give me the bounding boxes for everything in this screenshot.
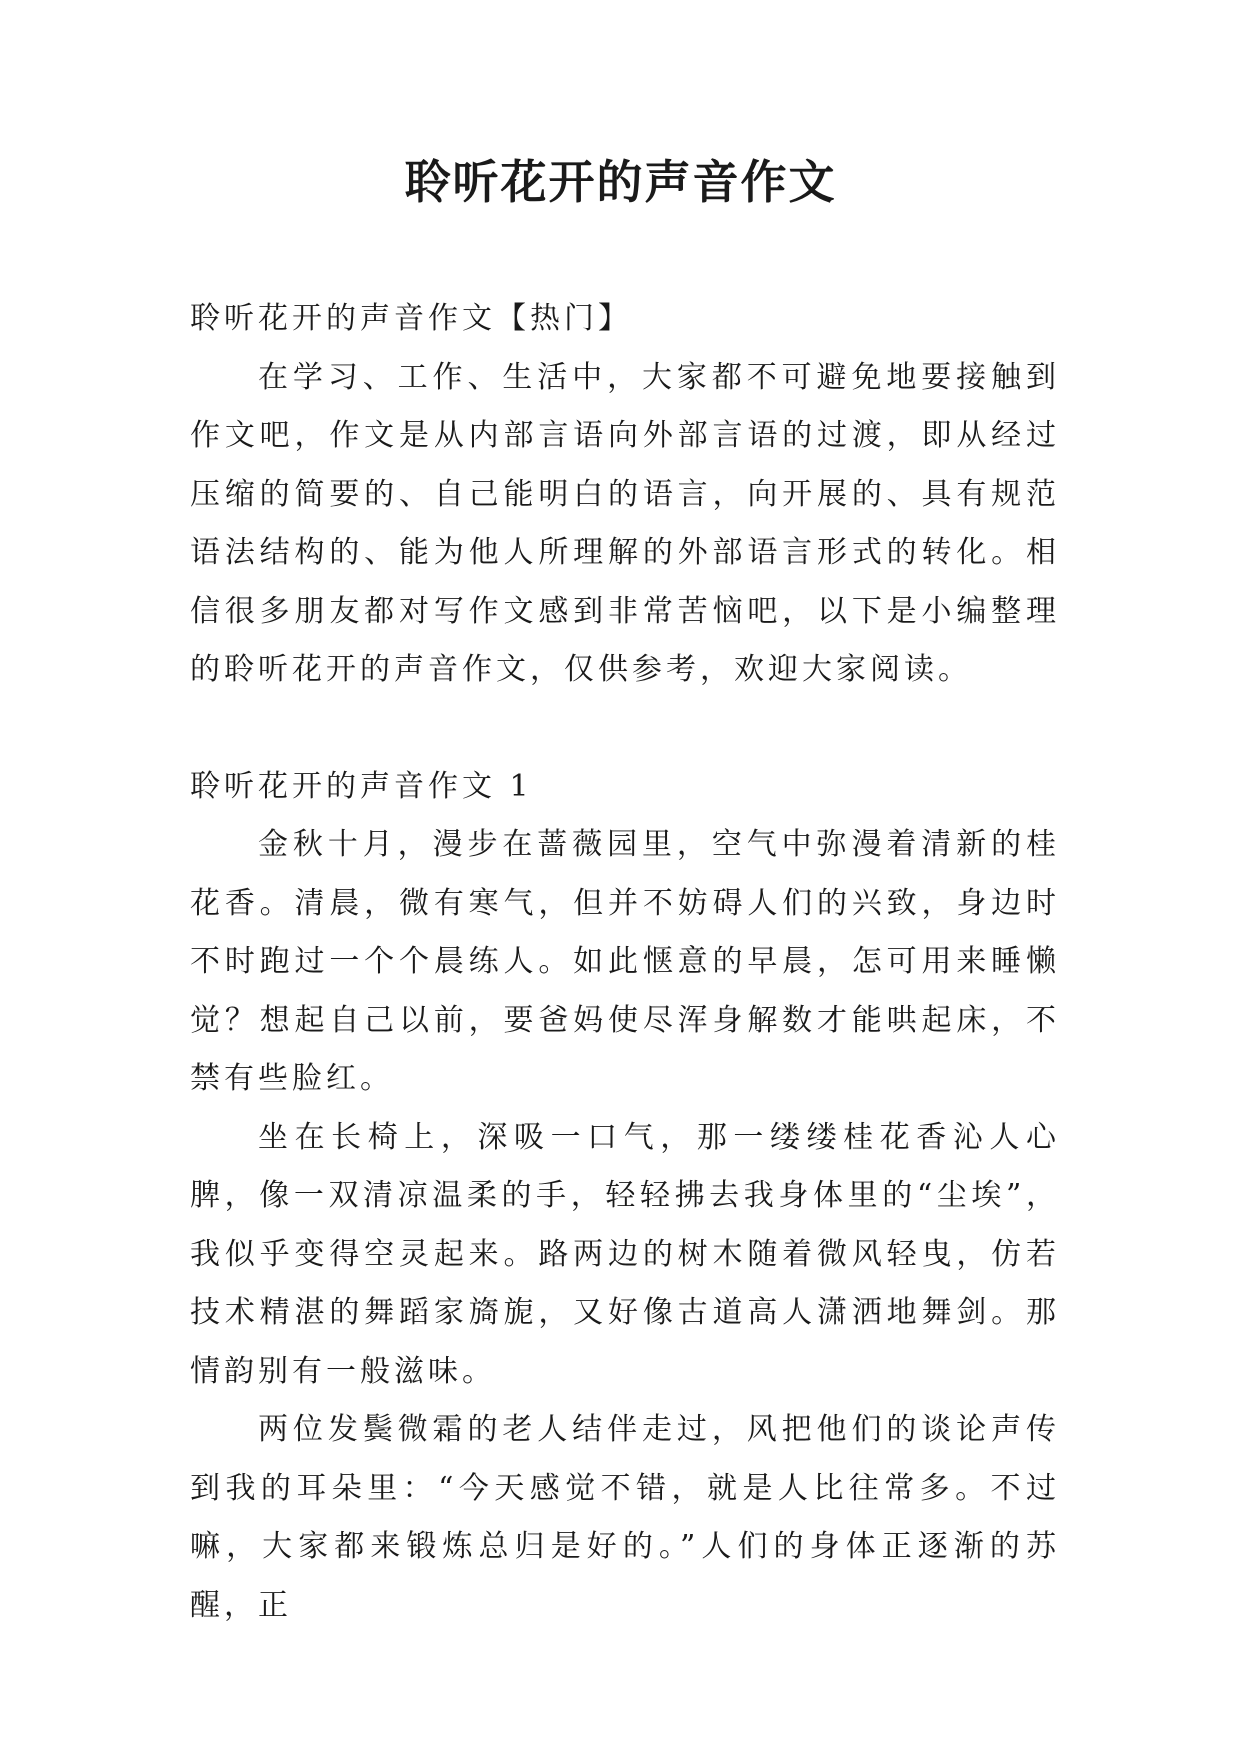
document-subtitle: 聆听花开的声音作文【热门】 <box>190 301 632 336</box>
body-paragraph: 金秋十月，漫步在蔷薇园里，空气中弥漫着清新的桂花香。清晨，微有寒气，但并不妨碍人们的兴致，身边时不时跑过一个个晨练人。如此惬意的早晨，怎可用来睡懒觉？想起自己以前，要爸妈使尽浑身解数才能哄起床，不禁有些脸红。 <box>190 827 1060 1096</box>
body-paragraph: 坐在长椅上，深吸一口气，那一缕缕桂花香沁人心脾，像一双清凉温柔的手，轻轻拂去我身体里的“尘埃”，我似乎变得空灵起来。路两边的树木随着微风轻曳，仿若技术精湛的舞蹈家旖旎，又好像古道高人潇洒地舞剑。那情韵别有一般滋味。 <box>190 1119 1060 1389</box>
section-heading: 聆听花开的声音作文 1 <box>190 768 533 804</box>
document-body <box>190 290 1060 1635</box>
document-title: 聆听花开的声音作文 <box>404 155 837 209</box>
intro-paragraph: 在学习、工作、生活中，大家都不可避免地要接触到作文吧，作文是从内部言语向外部言语的过渡，即从经过压缩的简要的、自己能明白的语言，向开展的、具有规范语法结构的、能为他人所理解的外部语言形式的转化。相信很多朋友都对写作文感到非常苦恼吧，以下是小编整理的聆听花开的声音作文，仅供参考，欢迎大家阅读。 <box>190 359 1060 687</box>
section-spacer <box>190 700 1060 758</box>
body-paragraph: 两位发鬓微霜的老人结伴走过，风把他们的谈论声传到我的耳朵里：“今天感觉不错，就是人比往常多。不过嘛，大家都来锻炼总归是好的。”人们的身体正逐渐的苏醒，正 <box>190 1412 1060 1623</box>
